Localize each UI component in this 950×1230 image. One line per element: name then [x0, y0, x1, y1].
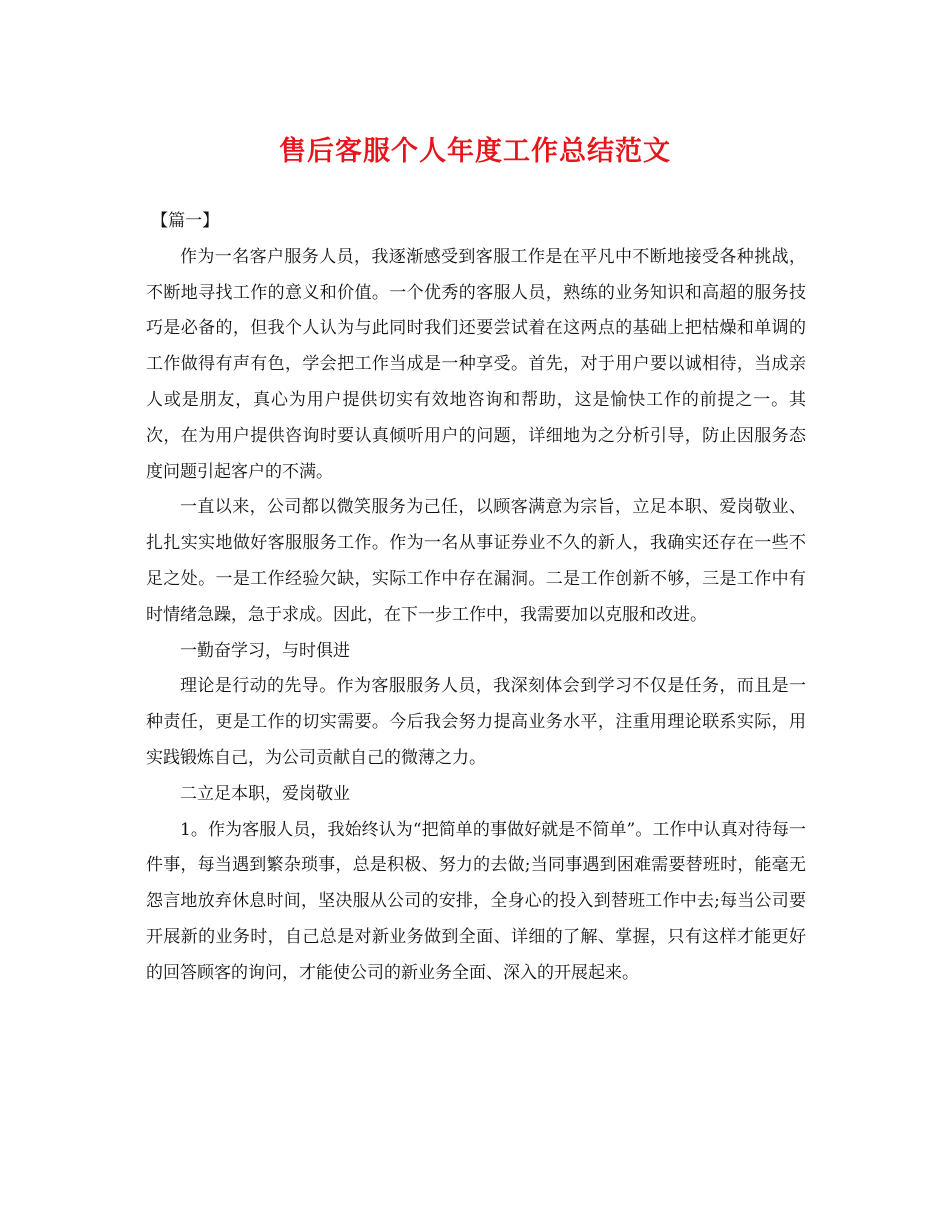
paragraph-intro: 作为一名客户服务人员，我逐渐感受到客服工作是在平凡中不断地接受各种挑战，不断地寻找工作的意义和价值。一个优秀的客服人员，熟练的业务知识和高超的服务技巧是必备的，但我个人认为与此同时我们还要尝试着在这两点的基础上把枯燥和单调的工作做得有声有色，学会把工作当成是一种享受。首先，对于用户要以诚相待，当成亲人或是朋友，真心为用户提供切实有效地咨询和帮助，这是愉快工作的前提之一。其次，在为用户提供咨询时要认真倾听用户的问题，详细地为之分析引导，防止因服务态度问题引起客户的不满。 [146, 246, 806, 482]
section-label: 【篇一】 [151, 211, 220, 231]
paragraph-company-service: 一直以来，公司都以微笑服务为己任，以顾客满意为宗旨，立足本职、爱岗敬业、扎扎实实地做好客服服务工作。作为一名从事证券业不久的新人，我确实还存在一些不足之处。一是工作经验欠缺，实际工作中存在漏洞。二是工作创新不够，三是工作中有时情绪急躁，急于求成。因此，在下一步工作中，我需要加以克服和改进。 [146, 497, 806, 625]
document-title: 售后客服个人年度工作总结范文 [279, 136, 671, 167]
heading-dedicated-to-post: 二立足本职，爱岗敬业 [180, 783, 350, 804]
document-body [146, 204, 806, 992]
heading-study-diligently: 一勤奋学习，与时俱进 [180, 640, 350, 661]
paragraph-item-one: 1。作为客服人员，我始终认为“把简单的事做好就是不简单”。工作中认真对待每一件事，每当遇到繁杂琐事，总是积极、努力的去做;当同事遇到困难需要替班时，能毫无怨言地放弃休息时间，坚决服从公司的安排，全身心的投入到替班工作中去;每当公司要开展新的业务时，自己总是对新业务做到全面、详细的了解、掌握，只有这样才能更好的回答顾客的询问，才能使公司的新业务全面、深入的开展起来。 [146, 819, 806, 983]
paragraph-theory: 理论是行动的先导。作为客服服务人员，我深刻体会到学习不仅是任务，而且是一种责任，更是工作的切实需要。今后我会努力提高业务水平，注重用理论联系实际，用实践锻炼自己，为公司贡献自己的微薄之力。 [146, 676, 806, 768]
